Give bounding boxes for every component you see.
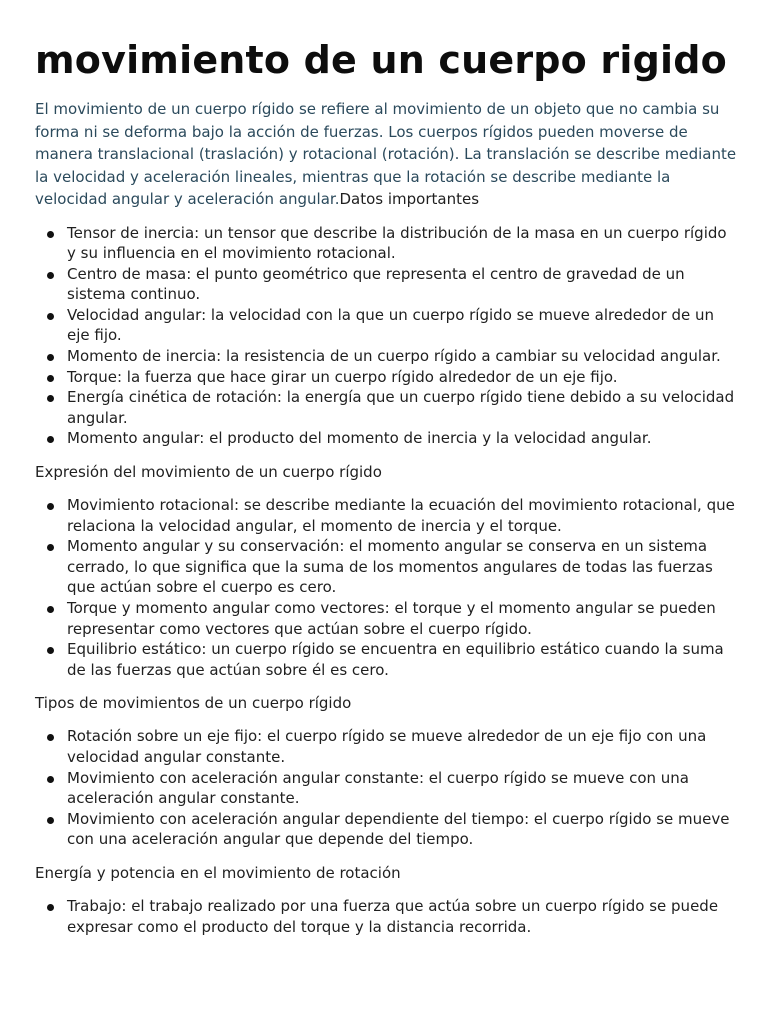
list-item (35, 223, 738, 264)
bullet-icon (47, 606, 54, 613)
list-item-text: Centro de masa: el punto geométrico que representa el centro de gravedad de un sistema continuo. (67, 264, 685, 304)
list-item (35, 346, 738, 367)
list-item (35, 387, 738, 428)
bullet-icon (47, 395, 54, 402)
types-list (35, 726, 738, 850)
bullet-icon (47, 231, 54, 238)
bullet-icon (47, 272, 54, 279)
energy-list (35, 896, 738, 937)
list-item (35, 726, 738, 767)
bullet-icon (47, 734, 54, 741)
list-item-text: Equilibrio estático: un cuerpo rígido se encuentra en equilibrio estático cuando la suma de las fuerzas que actúan sobre él es cero. (67, 640, 724, 679)
bullet-icon (47, 776, 54, 783)
list-item (35, 264, 738, 305)
list-item (35, 598, 738, 639)
list-item-text: Movimiento rotacional: se describe mediante la ecuación del movimiento rotacional, que relaciona la velocidad angular, el momento de inercia y el torque. (67, 496, 735, 535)
bullet-icon (47, 375, 54, 382)
section-heading-types: Tipos de movimientos de un cuerpo rígido (35, 694, 352, 713)
list-item-text: Energía cinética de rotación: la energía que un cuerpo rígido tiene debido a su velocidad angular. (67, 388, 735, 427)
list-item-text: Tensor de inercia: un tensor que describe la distribución de la masa en un cuerpo rígido y su influencia en el movimiento rotacional. (67, 223, 727, 263)
intro-tail: Datos importantes (339, 190, 480, 208)
list-item-text: Momento angular y su conservación: el momento angular se conserva en un sistema cerrado, lo que significa que la suma de los momentos angulares de todas las fuerzas que actúan sobre el cuerpo es cero. (67, 537, 713, 597)
bullet-icon (47, 503, 54, 510)
list-item (35, 305, 738, 346)
list-item (35, 768, 738, 809)
section-heading-energy: Energía y potencia en el movimiento de rotación (35, 863, 401, 882)
bullet-icon (47, 354, 54, 361)
page-title: movimiento de un cuerpo rigido (35, 38, 727, 82)
list-item-text: Torque y momento angular como vectores: el torque y el momento angular se pueden representar como vectores que actúan sobre el cuerpo rígido. (67, 599, 716, 638)
intro-paragraph (35, 98, 738, 211)
list-item (35, 495, 738, 536)
bullet-icon (47, 313, 54, 320)
list-item-text: Movimiento con aceleración angular dependiente del tiempo: el cuerpo rígido se mueve con una aceleración angular que depende del tiempo. (67, 809, 730, 849)
list-item (35, 367, 738, 388)
list-item-text: Trabajo: el trabajo realizado por una fuerza que actúa sobre un cuerpo rígido se puede expresar como el producto del torque y la distancia recorrida. (67, 896, 719, 936)
list-item-text: Movimiento con aceleración angular constante: el cuerpo rígido se mueve con una aceleración angular constante. (67, 768, 689, 808)
list-item (35, 428, 738, 449)
expression-list (35, 495, 738, 680)
list-item (35, 896, 738, 937)
bullet-icon (47, 544, 54, 551)
list-item-text: Momento angular: el producto del momento de inercia y la velocidad angular. (67, 429, 652, 448)
list-item (35, 536, 738, 598)
bullet-icon (47, 436, 54, 443)
list-item (35, 639, 738, 680)
list-item (35, 809, 738, 850)
bullet-icon (47, 647, 54, 654)
bullet-icon (47, 904, 54, 911)
section-heading-expression: Expresión del movimiento de un cuerpo rígido (35, 463, 382, 482)
bullet-icon (47, 817, 54, 824)
list-item-text: Torque: la fuerza que hace girar un cuerpo rígido alrededor de un eje fijo. (67, 367, 618, 386)
list-item-text: Velocidad angular: la velocidad con la que un cuerpo rígido se mueve alrededor de un eje fijo. (67, 305, 715, 345)
intro-text: El movimiento de un cuerpo rígido se refiere al movimiento de un objeto que no cambia su forma ni se deforma bajo la acción de fuerzas. Los cuerpos rígidos pueden moverse de manera translacional (traslación) y rotacional (rotación). La translación se describe mediante la velocidad y aceleración lineales, mientras que la rotación se describe mediante la velocidad angular y aceleración angular. (35, 100, 737, 208)
list-item-text: Momento de inercia: la resistencia de un cuerpo rígido a cambiar su velocidad angular. (67, 347, 721, 366)
important-data-list (35, 223, 738, 450)
list-item-text: Rotación sobre un eje fijo: el cuerpo rígido se mueve alrededor de un eje fijo con una velocidad angular constante. (67, 727, 707, 766)
